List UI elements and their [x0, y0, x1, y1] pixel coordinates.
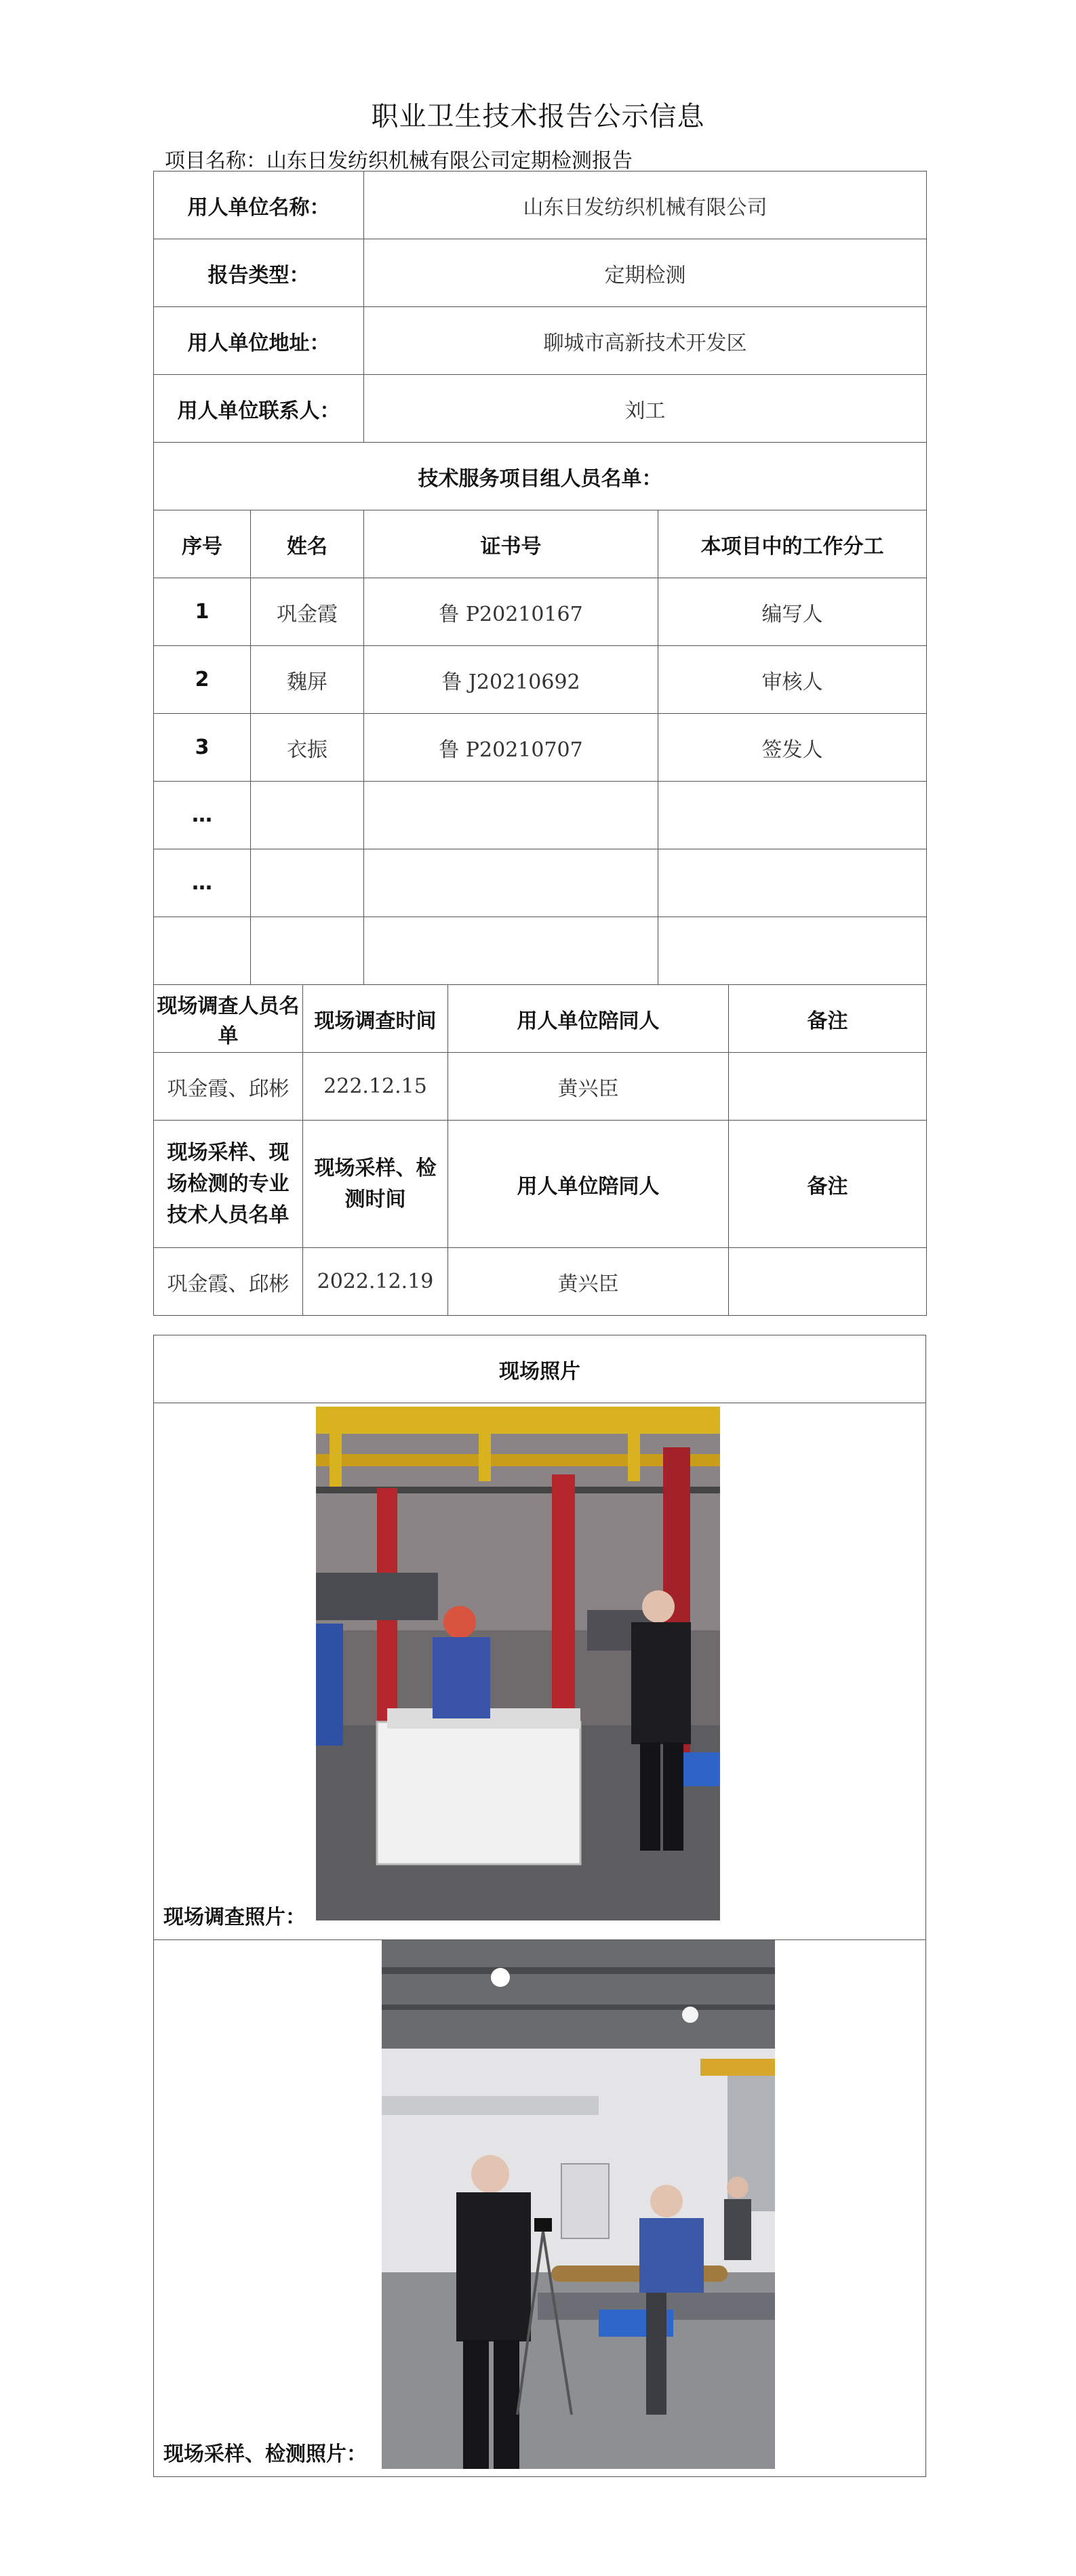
team-member-cert: 鲁 P20210707	[364, 714, 658, 782]
table-row	[154, 849, 927, 917]
team-header-row	[154, 510, 927, 578]
company-name-label: 用人单位名称：	[154, 172, 364, 239]
team-header-no: 序号	[154, 510, 251, 578]
photo-heading: 现场照片	[154, 1335, 926, 1403]
sampling-people: 巩金霞、邱彬	[154, 1248, 303, 1316]
team-member-role: 编写人	[658, 578, 927, 646]
team-no: …	[154, 849, 251, 917]
info-row-company	[154, 172, 927, 239]
team-member-cert: 鲁 P20210167	[364, 578, 658, 646]
table-row	[154, 578, 927, 646]
team-member-cert: 鲁 J20210692	[364, 646, 658, 714]
table-row	[154, 782, 927, 849]
sampling-header-row	[154, 1121, 927, 1248]
table-row	[154, 917, 927, 985]
company-address-label: 用人单位地址：	[154, 307, 364, 375]
report-type-value: 定期检测	[364, 239, 927, 307]
survey-header-row	[154, 985, 927, 1053]
sampling-header-note: 备注	[729, 1121, 927, 1248]
project-name-value: 山东日发纺织机械有限公司定期检测报告	[266, 149, 633, 173]
sampling-photo-label: 现场采样、检测照片：	[154, 1940, 926, 2477]
sampling-note	[729, 1248, 927, 1316]
info-row-contact	[154, 375, 927, 443]
sampling-time: 2022.12.19	[303, 1248, 448, 1316]
company-name-value: 山东日发纺织机械有限公司	[364, 172, 927, 239]
team-member-name	[251, 849, 364, 917]
sampling-header-people: 现场采样、现场检测的专业技术人员名单	[154, 1121, 303, 1248]
team-heading: 技术服务项目组人员名单：	[154, 443, 927, 510]
team-header-role: 本项目中的工作分工	[658, 510, 927, 578]
team-member-name	[251, 917, 364, 985]
page-title: 职业卫生技术报告公示信息	[371, 101, 705, 132]
survey-data-row	[154, 1053, 927, 1121]
info-row-address	[154, 307, 927, 375]
team-member-cert	[364, 782, 658, 849]
team-member-cert	[364, 917, 658, 985]
team-member-role: 签发人	[658, 714, 927, 782]
sampling-header-time: 现场采样、检测时间	[303, 1121, 448, 1248]
sampling-companion: 黄兴臣	[448, 1248, 729, 1316]
company-contact-value: 刘工	[364, 375, 927, 443]
survey-header-time: 现场调查时间	[303, 985, 448, 1053]
survey-header-people: 现场调查人员名单	[154, 985, 303, 1053]
company-contact-label: 用人单位联系人：	[154, 375, 364, 443]
survey-header-note: 备注	[729, 985, 927, 1053]
survey-time: 222.12.15	[303, 1053, 448, 1121]
team-member-cert	[364, 849, 658, 917]
team-member-name: 衣振	[251, 714, 364, 782]
team-member-name: 魏屏	[251, 646, 364, 714]
info-row-report-type	[154, 239, 927, 307]
team-member-name: 巩金霞	[251, 578, 364, 646]
survey-photo-label: 现场调查照片：	[154, 1403, 926, 1940]
team-header-name: 姓名	[251, 510, 364, 578]
sampling-photo	[382, 1940, 775, 2469]
project-name-label: 项目名称：	[165, 149, 266, 173]
survey-people: 巩金霞、邱彬	[154, 1053, 303, 1121]
team-member-role: 审核人	[658, 646, 927, 714]
team-member-role	[658, 849, 927, 917]
survey-photo	[316, 1407, 720, 1920]
company-address-value: 聊城市高新技术开发区	[364, 307, 927, 375]
report-type-label: 报告类型：	[154, 239, 364, 307]
survey-note	[729, 1053, 927, 1121]
team-no: …	[154, 782, 251, 849]
project-name-line	[165, 144, 633, 174]
survey-companion: 黄兴臣	[448, 1053, 729, 1121]
team-member-role	[658, 782, 927, 849]
team-member-name	[251, 782, 364, 849]
team-no: 1	[154, 578, 251, 646]
report-info-table	[153, 171, 927, 1316]
team-no: 3	[154, 714, 251, 782]
table-row	[154, 714, 927, 782]
table-row	[154, 646, 927, 714]
team-member-role	[658, 917, 927, 985]
survey-header-companion: 用人单位陪同人	[448, 985, 729, 1053]
team-no: 2	[154, 646, 251, 714]
sampling-data-row	[154, 1248, 927, 1316]
sampling-header-companion: 用人单位陪同人	[448, 1121, 729, 1248]
team-no	[154, 917, 251, 985]
team-header-cert: 证书号	[364, 510, 658, 578]
